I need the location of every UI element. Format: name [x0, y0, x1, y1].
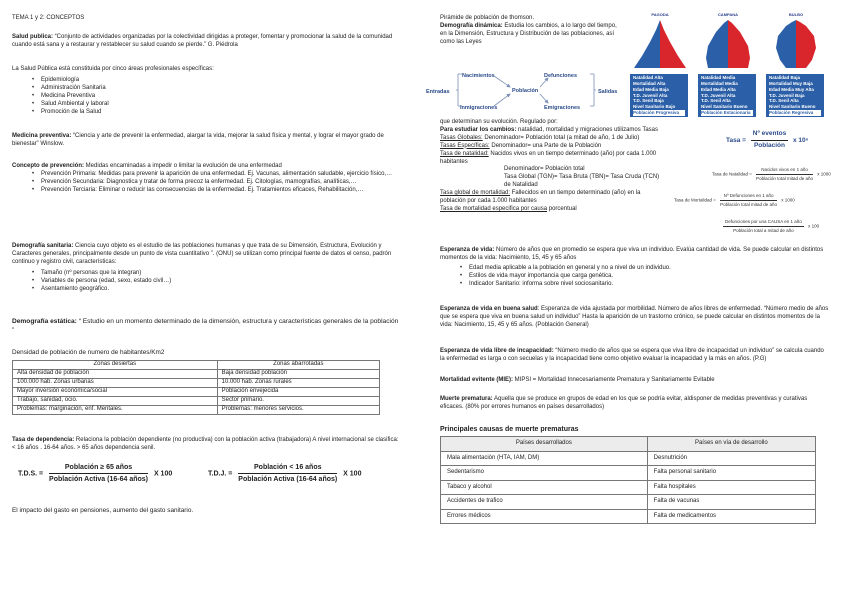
table-cell: Mayor inversión económica/social	[13, 388, 218, 397]
pyramid-campana-male	[706, 20, 728, 68]
tasas-especifica-causa-text: porcentual	[547, 205, 577, 212]
prevencion-block	[12, 163, 402, 195]
table-cell: Falta de medicamentos	[647, 509, 815, 524]
list-item: Mortalidad Media	[701, 80, 738, 86]
list-item: • Prevención Terciaria: Eliminar o reducir las consecuencias de la enfermedad. Ej. Tratamientos eficaces, Rehabilitación,…	[32, 187, 402, 195]
esperanza-libre-label: Esperanza de vida libre de incapacidad:	[440, 348, 554, 354]
especifica-times: x 100	[808, 223, 820, 229]
natalidad-formula-label: Tasa de Natalidad =	[712, 171, 752, 177]
pyramids-figure	[630, 12, 840, 120]
profesionales-block	[12, 66, 402, 116]
table-cell: Tabaco y alcohol	[441, 480, 648, 495]
mortalidad-numerator: Nº Defunciones en 1 año	[720, 193, 777, 201]
muerte-prematura-label: Muerte prematura:	[440, 396, 493, 402]
table-row	[13, 370, 380, 379]
dependencia-paragraph	[12, 437, 402, 453]
list-item: Mortalidad Muy Baja	[769, 80, 813, 86]
pyramid-shapes	[630, 18, 840, 74]
tasas-cambios-text: natalidad, mortalidad y migraciones utilizamos Tasas	[516, 126, 658, 133]
esperanza-buena-label: Esperanza de vida en buena salud	[440, 306, 538, 312]
tdj-denominator: Población Activa (16-64 años)	[238, 476, 338, 484]
tasas-cambios-label: Para estudiar los cambios:	[440, 126, 517, 133]
demografia-estatica-paragraph	[12, 318, 402, 335]
tasas-denom: Denominador= Población total	[504, 166, 585, 173]
table-cell: Falta hospitales	[647, 480, 815, 495]
especifica-denominator: Población total a mitad de año	[733, 227, 794, 233]
table-row	[13, 388, 380, 397]
list-item: T.D. Senil Alta	[769, 98, 799, 104]
esperanza-list	[440, 265, 830, 289]
list-item: T.D. Juvenil Alta	[633, 92, 668, 98]
esperanza-label: Esperanza de vida:	[440, 247, 495, 253]
tasa-fraction	[751, 130, 788, 150]
list-item: Edad Media Alta	[701, 86, 736, 92]
tds-denominator: Población Activa (16-64 años)	[49, 476, 148, 484]
prevencion-label: Concepto de prevención:	[12, 163, 85, 169]
table-cell: Falta personal sanitario	[647, 466, 815, 481]
pyramid-pagoda-list	[630, 74, 688, 117]
table-cell: Accidentes de trafico	[441, 495, 648, 510]
mortalidad-evitable-label: Mortalidad evitente (MIE):	[440, 377, 514, 383]
demografia-list	[12, 270, 402, 294]
tasas-especificas-text: Denominador= una Parte de la Población	[489, 142, 602, 149]
list-item: • Promoción de la Salud	[32, 109, 402, 117]
table-row	[13, 379, 380, 388]
demografia-estatica-label: Demografía estática:	[12, 318, 77, 325]
population-flow-diagram	[424, 62, 624, 118]
piramide-intro-block	[440, 15, 620, 47]
table-cell: Errores médicos	[441, 509, 648, 524]
table-cell: Problemas: menores servicios.	[217, 405, 379, 414]
prevencion-text: Medidas encaminadas a impedir o limitar la evolución de una enfermedad	[84, 163, 282, 169]
tasas-block	[440, 119, 660, 214]
list-item: • Asentamiento geográfico.	[32, 286, 402, 294]
tdj-times: X 100	[343, 470, 362, 478]
list-item: Natalidad Baja	[769, 75, 801, 80]
flow-bracket-right	[590, 74, 596, 106]
salud-publica-paragraph	[12, 34, 402, 50]
list-item: • Salud Ambiental y laboral	[32, 101, 402, 109]
table-cell: Alta densidad de población	[13, 370, 218, 379]
table-row	[441, 466, 816, 481]
medicina-preventiva-label: Medicina preventiva:	[12, 133, 72, 139]
table-row	[13, 405, 380, 414]
list-item: Edad Media Muy Alta	[769, 86, 814, 92]
list-item: T.D. Juvenil Alta	[701, 92, 736, 98]
tds-formula	[18, 463, 172, 484]
mortalidad-formula	[674, 193, 795, 208]
tasas-natalidad-label: Tasa de natalidad:	[440, 150, 489, 157]
list-item: Nivel Sanitario Bueno	[769, 104, 816, 110]
demografia-estatica-text: “ Estudio en un momento determinado de la dimensión, estructura y características generales de la población ”	[12, 318, 399, 334]
list-item: • Estilos de vida mayor importancia que carga genética.	[460, 273, 830, 281]
mortalidad-times: x 1000	[781, 197, 795, 203]
list-item: T.D. Senil Alta	[701, 98, 731, 104]
list-item: • Tamaño (nº personas que la integran)	[32, 270, 402, 278]
natalidad-numerator: Nacidos vivos en 1 año	[756, 167, 813, 175]
pyramid-name: CAMPANA	[717, 12, 739, 17]
pyramid-campana-female	[728, 20, 750, 68]
list-item: • Administración Sanitaria	[32, 85, 402, 93]
dinamica-text: Estudia los cambios, a lo largo del tiempo, en la Dimensión, Estructura y Distribución de las poblaciones, así como las Leyes	[440, 22, 617, 45]
table-row	[13, 397, 380, 406]
pyramid-name: PAGODA	[651, 12, 669, 17]
demografia-text: Ciencia cuyo objeto es el estudio de las poblaciones humanas y que trata de su Dimensión, Estructura, Evolución y Caracteres generales, principalmente desde un punto de vista cuantitativo ”. (ONU) se utilizan como principal fuente de datos el censo, padrón continuo y registro civil, características:	[12, 243, 392, 265]
medicina-preventiva-text: “Ciencia y arte de prevenir la enfermedad, alargar la vida, mejorar la salud física y mental, y lograr el mayor grado de bienestar” Winslow.	[12, 133, 384, 147]
list-item: T.D. Juvenil Baja	[769, 92, 805, 98]
pyramid-pagoda-female	[660, 20, 686, 68]
list-item: • Variables de persona (edad, sexo, estado civil…)	[32, 278, 402, 286]
salud-publica-label: Salud publica:	[12, 34, 54, 40]
especifica-formula	[720, 219, 819, 234]
table-cell: Población envejecida	[217, 388, 379, 397]
especifica-fraction	[723, 219, 804, 234]
pyramid-pagoda-male	[634, 20, 660, 68]
pyramid-bulbo-female	[796, 20, 816, 68]
mortalidad-denominator: Población total mitad de año	[720, 201, 777, 207]
tasa-formula	[726, 130, 808, 150]
table-cell: Desnutrición	[647, 451, 815, 466]
esperanza-buena-text: : Esperanza de vida ajustada por morbilidad. Número de años libres de enfermedad. “Número medio de años que se espera que viva en buena salud un individuo” Hasta la aparición de un trastorno crónico, se puede calcular en distintos momentos de la vida: Nacimiento, 15, 45 y 65 años. (Población General)	[440, 306, 829, 328]
flow-defunciones: Defunciones	[544, 73, 578, 79]
table-header-cell: Zonas abarrotadas	[217, 361, 379, 370]
medicina-preventiva-paragraph	[12, 133, 402, 149]
dinamica-label: Demografía dinámica:	[440, 22, 503, 29]
esperanza-buena-salud-paragraph	[440, 306, 830, 330]
esperanza-libre-paragraph	[440, 348, 830, 364]
table-header-row	[441, 437, 816, 452]
pyramid-campana-list	[698, 74, 756, 117]
pyramid-footer: Población Progresiva	[633, 110, 685, 116]
list-item: Nivel Sanitario Bueno	[701, 104, 748, 110]
pyramid-footer: Población Regresiva	[769, 110, 821, 116]
tasas-mortalidad-label: Tasa global de mortalidad:	[440, 190, 511, 197]
tasas-mortalidad-text: Fallecidos en un tiempo determinado (año) en la población por cada 1.000 habitantes	[440, 190, 641, 205]
table-row	[441, 480, 816, 495]
tasa-denominator: Población	[753, 141, 785, 149]
tdj-label: T.D.J. =	[208, 470, 233, 478]
esperanza-block	[440, 247, 830, 289]
list-item: Natalidad Media	[701, 75, 736, 80]
natalidad-fraction	[756, 167, 813, 182]
natalidad-formula	[712, 167, 831, 182]
flow-arrow	[540, 78, 548, 87]
prevencion-list	[12, 171, 402, 195]
flow-arrow	[494, 76, 510, 87]
densidad-table	[12, 360, 380, 414]
pyramid-name: BULBO	[788, 12, 804, 17]
esperanza-text: Número de años que en promedio se espera que viva un individuo. Evalúa cantidad de vida. Se puede calcular en distintos momentos de la vida: Nacimiento, 15, 45 y 65 años	[440, 247, 824, 261]
natalidad-times: x 1000	[817, 171, 831, 177]
table-header-cell: Zonas desiertas	[13, 361, 218, 370]
piramide-intro: Pirámide de población de thomson.	[440, 15, 535, 21]
mortalidad-evitable-paragraph	[440, 377, 830, 385]
tdj-fraction	[238, 463, 337, 484]
dependencia-label: Tasa de dependencia:	[12, 437, 75, 443]
table-row	[441, 509, 816, 524]
table-cell: Trabajo, sanidad, ocio.	[13, 397, 218, 406]
dependencia-text: Relaciona la población dependiente (no productiva) con la población activa (trabajadora) A nivel internacional se clasifica: < 16 años . 16-64 años. > 65 años dependencia senil.	[12, 437, 399, 451]
pyramid-bulbo-male	[776, 20, 796, 68]
especifica-numerator: Defunciones por una CAUSA en 1 año	[723, 219, 804, 227]
tasas-tbn: Tasa Global (TGN)= Tasa Bruta (TBN)= Tasa Cruda (TCN) de Natalidad	[504, 174, 660, 189]
list-item: • Epidemiología	[32, 77, 402, 85]
list-item: • Prevención Secundaria: Diagnostica y tratar de forma precoz la enfermedad. Ej. Citologías, mamografías, analíticas,…	[32, 179, 402, 187]
densidad-block	[12, 349, 402, 415]
tdj-formula	[208, 463, 361, 484]
flow-salidas: Salidas	[598, 89, 618, 95]
table-cell: Sedentarismo	[441, 466, 648, 481]
profesionales-list	[12, 77, 402, 117]
flow-entradas: Entradas	[426, 89, 450, 95]
list-item: • Medicina Preventiva	[32, 93, 402, 101]
dependencia-footer	[12, 507, 402, 515]
table-cell: Mala alimentación (HTA, IAM, DM)	[441, 451, 648, 466]
table-cell: 10.000 hab. Zonas rurales	[217, 379, 379, 388]
list-item: Mortalidad Alta	[633, 80, 666, 86]
tasas-intro: que determinan su evolución. Regulado por:	[440, 119, 558, 125]
tasa-times: x 10ⁿ	[793, 136, 809, 144]
list-item: Nivel Sanitario Bajo	[633, 104, 676, 110]
tds-label: T.D.S. =	[18, 470, 44, 478]
list-item: Natalidad Alta	[633, 75, 663, 80]
mortalidad-formula-label: Tasa de Mortalidad =	[674, 197, 716, 203]
list-item: T.D. Senil Baja	[633, 98, 664, 104]
causas-block	[440, 425, 816, 524]
table-cell: Baja densidad población	[217, 370, 379, 379]
tds-times: X 100	[153, 470, 173, 478]
table-row	[441, 495, 816, 510]
table-header-cell: Países desarrollados	[441, 437, 648, 452]
profesionales-intro: La Salud Pública está constituida por cinco áreas profesionales específicas:	[12, 66, 214, 72]
flow-arrow	[494, 94, 510, 106]
list-item: • Indicador Sanitario: informa sobre nivel sociosanitario.	[460, 281, 830, 289]
table-cell: Sector primario.	[217, 397, 379, 406]
flow-poblacion: Población	[512, 88, 539, 94]
muerte-prematura-text: Aquella que se produce en grupos de edad en los que se podría evitar, aldisponer de medidas preventivas y curativas eficaces. (80% por errores humanos en países desarrollados)	[440, 396, 808, 410]
demografia-block	[12, 243, 402, 293]
tasas-especificas-label: Tasas Específicas:	[440, 142, 490, 149]
densidad-caption: Densidad de población de numero de habitantes/Km2	[12, 349, 165, 356]
table-cell: Falta de vacunas	[647, 495, 815, 510]
flow-nacimientos: Nacimientos	[462, 73, 495, 79]
table-row	[441, 451, 816, 466]
table-cell: Problemas: marginación, enf. Mentales.	[13, 405, 218, 414]
tds-fraction	[49, 463, 148, 484]
tds-numerator: Población ≥ 65 años	[49, 463, 148, 474]
pyramid-bulbo-list	[766, 74, 824, 117]
tasas-globales-label: Tasas Globales:	[440, 134, 483, 141]
tasas-natalidad-text: Nacidos vivos en un tiempo determinado (año) por cada 1.000 habitantes	[440, 150, 657, 165]
list-item: • Edad media aplicable a la población en general y no a nivel de un individuo.	[460, 265, 830, 273]
tasas-especifica-causa-label: Tasa de mortalidad especifica por causa	[440, 205, 548, 212]
pyramid-footer: Población Estacionaria	[701, 110, 753, 116]
tdj-numerator: Población < 16 años	[238, 463, 337, 474]
flow-arrow	[540, 94, 548, 103]
tasa-label: Tasa =	[726, 136, 746, 144]
mortalidad-fraction	[720, 193, 777, 208]
mortalidad-evitable-text: MIPSI = Mortalidad Innecesariamente Prematura y Sanitariamente Evitable	[513, 377, 715, 383]
flow-inmigraciones: Inmigraciones	[460, 105, 498, 111]
natalidad-denominator: Población total mitad de año	[756, 175, 813, 181]
flow-emigraciones: Emigraciones	[544, 105, 581, 111]
demografia-label: Demografía sanitaria:	[12, 243, 74, 249]
salud-publica-text: “Conjunto de actividades organizadas por la colectividad dirigidas a proteger, fomentar y promocionar la salud de la comunidad cuando está sana y a restaurar y restablecer su salud cuando se pierde.” G. Piédrola	[12, 34, 393, 48]
esperanza-libre-text: “Número medio de años que se espera que viva libre de incapacidad un individuo” se calcula cuando la enfermedad es larga o con secuelas y la incapacidad tiene como objetivo evaluar la incapacidad y la más en años. (P.G)	[440, 348, 824, 362]
table-header-row	[13, 361, 380, 370]
list-item: • Prevención Primaria: Medidas para prevenir la aparición de una enfermedad. Ej. Vacunas, alimentación saludable, ejercicio físico,…	[32, 171, 402, 179]
causas-title: Principales causas de muerte prematuras	[440, 426, 579, 433]
dependencia-footer-text: El impacto del gasto en pensiones, aumento del gasto sanitario.	[12, 507, 194, 514]
tasas-globales-text: Denominador= Población total (a mitad de año, 1 de Julio)	[482, 134, 640, 141]
list-item: Edad Media Baja	[633, 86, 669, 92]
table-header-cell: Países en vía de desarrollo	[647, 437, 815, 452]
muerte-prematura-paragraph	[440, 396, 830, 412]
page-title: TEMA 1 y 2: CONCEPTOS	[12, 15, 85, 21]
causas-table	[440, 436, 816, 524]
table-cell: 100.000 hab. Zonas urbanas	[13, 379, 218, 388]
tasa-numerator: Nº eventos	[751, 130, 788, 141]
